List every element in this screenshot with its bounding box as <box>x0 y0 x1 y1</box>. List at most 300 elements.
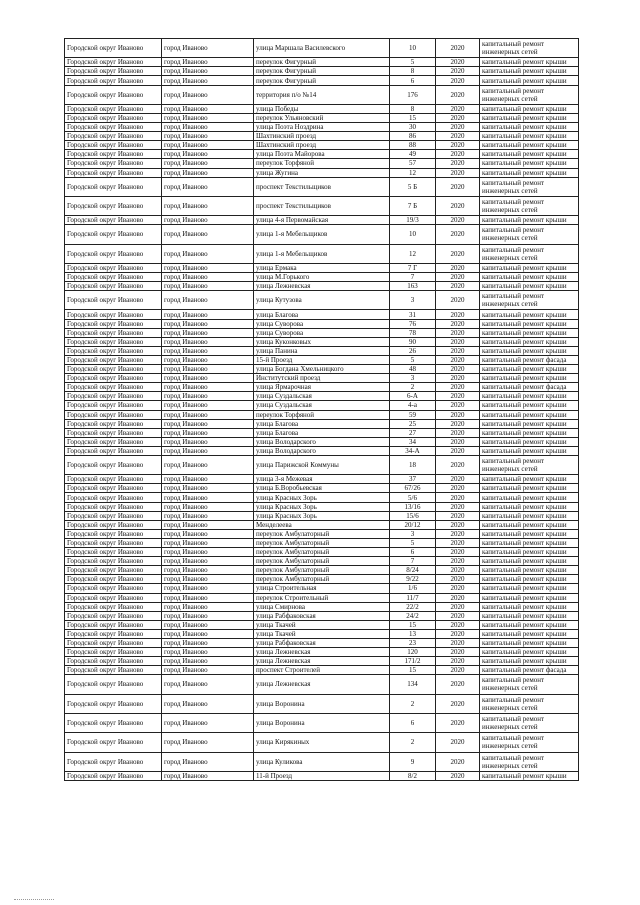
year-cell: 2020 <box>436 566 480 575</box>
work-type-cell: капитальный ремонт крыши <box>480 437 579 446</box>
street-cell: улица Лежневская <box>254 282 390 291</box>
house-number-cell: 176 <box>390 85 436 104</box>
year-cell: 2020 <box>436 392 480 401</box>
street-cell: 11-й Проезд <box>254 771 390 780</box>
work-type-cell: капитальный ремонт крыши <box>480 602 579 611</box>
year-cell: 2020 <box>436 629 480 638</box>
house-number-cell: 7 <box>390 273 436 282</box>
house-number-cell: 12 <box>390 244 436 263</box>
year-cell: 2020 <box>436 771 480 780</box>
street-cell: переулок Ульяновский <box>254 113 390 122</box>
work-type-cell: капитальный ремонт крыши <box>480 132 579 141</box>
year-cell: 2020 <box>436 666 480 675</box>
settlement-cell: город Иваново <box>162 401 254 410</box>
municipality-cell: Городской округ Иваново <box>65 263 162 272</box>
table-row <box>65 150 579 159</box>
year-cell: 2020 <box>436 225 480 244</box>
municipality-cell: Городской округ Иваново <box>65 282 162 291</box>
table-row <box>65 520 579 529</box>
street-cell: улица Панина <box>254 346 390 355</box>
street-cell: улица Благова <box>254 419 390 428</box>
house-number-cell: 7 <box>390 557 436 566</box>
house-number-cell: 15 <box>390 620 436 629</box>
municipality-cell: Городской округ Иваново <box>65 141 162 150</box>
work-type-cell: капитальный ремонт крыши <box>480 548 579 557</box>
work-type-cell: капитальный ремонт крыши <box>480 620 579 629</box>
street-cell: 15-й Проезд <box>254 355 390 364</box>
municipality-cell: Городской округ Иваново <box>65 648 162 657</box>
house-number-cell: 134 <box>390 675 436 694</box>
municipality-cell: Городской округ Иваново <box>65 437 162 446</box>
municipality-cell: Городской округ Иваново <box>65 132 162 141</box>
house-number-cell: 57 <box>390 159 436 168</box>
municipality-cell: Городской округ Иваново <box>65 310 162 319</box>
street-cell: переулок Фигурный <box>254 76 390 85</box>
municipality-cell: Городской округ Иваново <box>65 620 162 629</box>
street-cell: переулок Амбулаторный <box>254 566 390 575</box>
municipality-cell: Городской округ Иваново <box>65 493 162 502</box>
table-row <box>65 168 579 177</box>
year-cell: 2020 <box>436 538 480 547</box>
work-type-cell: капитальный ремонт крыши <box>480 67 579 76</box>
table-row <box>65 282 579 291</box>
house-number-cell: 5 Б <box>390 177 436 196</box>
year-cell: 2020 <box>436 168 480 177</box>
street-cell: переулок Амбулаторный <box>254 575 390 584</box>
table-row <box>65 694 579 713</box>
work-type-cell: капитальный ремонт инженерных сетей <box>480 713 579 732</box>
house-number-cell: 8/2 <box>390 771 436 780</box>
table-row <box>65 374 579 383</box>
year-cell: 2020 <box>436 104 480 113</box>
footer-mark <box>14 899 54 901</box>
settlement-cell: город Иваново <box>162 557 254 566</box>
municipality-cell: Городской округ Иваново <box>65 419 162 428</box>
table-row <box>65 593 579 602</box>
municipality-cell: Городской округ Иваново <box>65 273 162 282</box>
street-cell: улица Богдана Хмельницкого <box>254 365 390 374</box>
street-cell: Менделеева <box>254 520 390 529</box>
street-cell: улица Володарского <box>254 446 390 455</box>
municipality-cell: Городской округ Иваново <box>65 319 162 328</box>
house-number-cell: 12 <box>390 168 436 177</box>
year-cell: 2020 <box>436 520 480 529</box>
year-cell: 2020 <box>436 752 480 771</box>
year-cell: 2020 <box>436 593 480 602</box>
house-number-cell: 2 <box>390 733 436 752</box>
street-cell: улица Ткачей <box>254 620 390 629</box>
street-cell: переулок Амбулаторный <box>254 529 390 538</box>
settlement-cell: город Иваново <box>162 410 254 419</box>
year-cell: 2020 <box>436 319 480 328</box>
work-type-cell: капитальный ремонт крыши <box>480 310 579 319</box>
house-number-cell: 7 Г <box>390 263 436 272</box>
street-cell: улица Суздальская <box>254 392 390 401</box>
settlement-cell: город Иваново <box>162 244 254 263</box>
street-cell: улица Суворова <box>254 319 390 328</box>
settlement-cell: город Иваново <box>162 629 254 638</box>
year-cell: 2020 <box>436 374 480 383</box>
work-type-cell: капитальный ремонт крыши <box>480 374 579 383</box>
year-cell: 2020 <box>436 159 480 168</box>
settlement-cell: город Иваново <box>162 85 254 104</box>
work-type-cell: капитальный ремонт крыши <box>480 428 579 437</box>
municipality-cell: Городской округ Иваново <box>65 511 162 520</box>
table-row <box>65 529 579 538</box>
table-row <box>65 177 579 196</box>
table-row <box>65 263 579 272</box>
street-cell: улица Поэта Майорова <box>254 150 390 159</box>
work-type-cell: капитальный ремонт крыши <box>480 511 579 520</box>
street-cell: переулок Торфяной <box>254 410 390 419</box>
street-cell: улица 4-я Первомайская <box>254 216 390 225</box>
street-cell: улица Благова <box>254 310 390 319</box>
house-number-cell: 13/16 <box>390 502 436 511</box>
work-type-cell: капитальный ремонт крыши <box>480 657 579 666</box>
street-cell: улица Рабфаковская <box>254 638 390 647</box>
house-number-cell: 30 <box>390 123 436 132</box>
house-number-cell: 48 <box>390 365 436 374</box>
year-cell: 2020 <box>436 584 480 593</box>
table-row <box>65 159 579 168</box>
settlement-cell: город Иваново <box>162 648 254 657</box>
table-row <box>65 584 579 593</box>
table-row <box>65 319 579 328</box>
repair-schedule-table <box>64 38 579 781</box>
work-type-cell: капитальный ремонт крыши <box>480 273 579 282</box>
table-row <box>65 85 579 104</box>
year-cell: 2020 <box>436 428 480 437</box>
settlement-cell: город Иваново <box>162 319 254 328</box>
year-cell: 2020 <box>436 733 480 752</box>
table-row <box>65 410 579 419</box>
street-cell: проспект Строителей <box>254 666 390 675</box>
work-type-cell: капитальный ремонт крыши <box>480 365 579 374</box>
table-row <box>65 58 579 67</box>
year-cell: 2020 <box>436 67 480 76</box>
table-row <box>65 428 579 437</box>
house-number-cell: 6 <box>390 548 436 557</box>
table-row <box>65 675 579 694</box>
table-row <box>65 291 579 310</box>
house-number-cell: 8 <box>390 67 436 76</box>
settlement-cell: город Иваново <box>162 593 254 602</box>
house-number-cell: 1/6 <box>390 584 436 593</box>
work-type-cell: капитальный ремонт крыши <box>480 771 579 780</box>
street-cell: переулок Амбулаторный <box>254 557 390 566</box>
table-row <box>65 141 579 150</box>
street-cell: улица Куконковых <box>254 337 390 346</box>
municipality-cell: Городской округ Иваново <box>65 216 162 225</box>
municipality-cell: Городской округ Иваново <box>65 39 162 58</box>
settlement-cell: город Иваново <box>162 263 254 272</box>
work-type-cell: капитальный ремонт фасада <box>480 666 579 675</box>
house-number-cell: 26 <box>390 346 436 355</box>
settlement-cell: город Иваново <box>162 733 254 752</box>
municipality-cell: Городской округ Иваново <box>65 177 162 196</box>
house-number-cell: 67/26 <box>390 484 436 493</box>
settlement-cell: город Иваново <box>162 694 254 713</box>
work-type-cell: капитальный ремонт крыши <box>480 529 579 538</box>
municipality-cell: Городской округ Иваново <box>65 196 162 215</box>
settlement-cell: город Иваново <box>162 291 254 310</box>
table-row <box>65 502 579 511</box>
settlement-cell: город Иваново <box>162 123 254 132</box>
year-cell: 2020 <box>436 475 480 484</box>
street-cell: улица М.Горького <box>254 273 390 282</box>
municipality-cell: Городской округ Иваново <box>65 244 162 263</box>
municipality-cell: Городской округ Иваново <box>65 401 162 410</box>
year-cell: 2020 <box>436 446 480 455</box>
table-row <box>65 113 579 122</box>
settlement-cell: город Иваново <box>162 529 254 538</box>
settlement-cell: город Иваново <box>162 39 254 58</box>
settlement-cell: город Иваново <box>162 575 254 584</box>
municipality-cell: Городской округ Иваново <box>65 355 162 364</box>
settlement-cell: город Иваново <box>162 620 254 629</box>
year-cell: 2020 <box>436 602 480 611</box>
table-row <box>65 548 579 557</box>
table-row <box>65 446 579 455</box>
work-type-cell: капитальный ремонт крыши <box>480 392 579 401</box>
house-number-cell: 19/3 <box>390 216 436 225</box>
year-cell: 2020 <box>436 141 480 150</box>
street-cell: переулок Амбулаторный <box>254 548 390 557</box>
work-type-cell: капитальный ремонт крыши <box>480 123 579 132</box>
street-cell: улица Кирякиных <box>254 733 390 752</box>
settlement-cell: город Иваново <box>162 328 254 337</box>
year-cell: 2020 <box>436 557 480 566</box>
table-row <box>65 346 579 355</box>
work-type-cell: капитальный ремонт крыши <box>480 263 579 272</box>
house-number-cell: 6 <box>390 713 436 732</box>
year-cell: 2020 <box>436 410 480 419</box>
year-cell: 2020 <box>436 328 480 337</box>
year-cell: 2020 <box>436 455 480 474</box>
work-type-cell: капитальный ремонт крыши <box>480 337 579 346</box>
year-cell: 2020 <box>436 365 480 374</box>
year-cell: 2020 <box>436 401 480 410</box>
work-type-cell: капитальный ремонт крыши <box>480 557 579 566</box>
settlement-cell: город Иваново <box>162 752 254 771</box>
settlement-cell: город Иваново <box>162 538 254 547</box>
year-cell: 2020 <box>436 611 480 620</box>
table-row <box>65 355 579 364</box>
settlement-cell: город Иваново <box>162 141 254 150</box>
year-cell: 2020 <box>436 529 480 538</box>
work-type-cell: капитальный ремонт инженерных сетей <box>480 225 579 244</box>
work-type-cell: капитальный ремонт крыши <box>480 593 579 602</box>
table-row <box>65 337 579 346</box>
house-number-cell: 6 <box>390 76 436 85</box>
settlement-cell: город Иваново <box>162 67 254 76</box>
street-cell: улица Парижской Коммуны <box>254 455 390 474</box>
year-cell: 2020 <box>436 291 480 310</box>
work-type-cell: капитальный ремонт крыши <box>480 419 579 428</box>
house-number-cell: 49 <box>390 150 436 159</box>
house-number-cell: 23 <box>390 638 436 647</box>
municipality-cell: Городской округ Иваново <box>65 337 162 346</box>
municipality-cell: Городской округ Иваново <box>65 484 162 493</box>
table-row <box>65 455 579 474</box>
settlement-cell: город Иваново <box>162 713 254 732</box>
year-cell: 2020 <box>436 337 480 346</box>
street-cell: улица Строительная <box>254 584 390 593</box>
municipality-cell: Городской округ Иваново <box>65 638 162 647</box>
street-cell: улица Суворова <box>254 328 390 337</box>
municipality-cell: Городской округ Иваново <box>65 67 162 76</box>
table-row <box>65 383 579 392</box>
street-cell: улица Маршала Василевского <box>254 39 390 58</box>
table-row <box>65 196 579 215</box>
year-cell: 2020 <box>436 548 480 557</box>
table-row <box>65 538 579 547</box>
table-row <box>65 123 579 132</box>
street-cell: улица Лежневская <box>254 648 390 657</box>
street-cell: территория п/о №14 <box>254 85 390 104</box>
year-cell: 2020 <box>436 437 480 446</box>
municipality-cell: Городской округ Иваново <box>65 611 162 620</box>
year-cell: 2020 <box>436 694 480 713</box>
street-cell: улица Поэта Ноздрина <box>254 123 390 132</box>
work-type-cell: капитальный ремонт крыши <box>480 346 579 355</box>
municipality-cell: Городской округ Иваново <box>65 713 162 732</box>
settlement-cell: город Иваново <box>162 657 254 666</box>
work-type-cell: капитальный ремонт инженерных сетей <box>480 694 579 713</box>
work-type-cell: капитальный ремонт инженерных сетей <box>480 455 579 474</box>
work-type-cell: капитальный ремонт крыши <box>480 502 579 511</box>
table-row <box>65 225 579 244</box>
street-cell: улица Смирнова <box>254 602 390 611</box>
year-cell: 2020 <box>436 85 480 104</box>
work-type-cell: капитальный ремонт инженерных сетей <box>480 177 579 196</box>
work-type-cell: капитальный ремонт крыши <box>480 410 579 419</box>
work-type-cell: капитальный ремонт крыши <box>480 328 579 337</box>
table-row <box>65 752 579 771</box>
table-row <box>65 328 579 337</box>
street-cell: Шахтинский проезд <box>254 141 390 150</box>
work-type-cell: капитальный ремонт инженерных сетей <box>480 196 579 215</box>
municipality-cell: Городской округ Иваново <box>65 58 162 67</box>
table-row <box>65 733 579 752</box>
house-number-cell: 27 <box>390 428 436 437</box>
work-type-cell: капитальный ремонт крыши <box>480 159 579 168</box>
settlement-cell: город Иваново <box>162 666 254 675</box>
house-number-cell: 5 <box>390 58 436 67</box>
street-cell: улица Жугина <box>254 168 390 177</box>
municipality-cell: Городской округ Иваново <box>65 694 162 713</box>
street-cell: улица Рабфаковская <box>254 611 390 620</box>
house-number-cell: 5/6 <box>390 493 436 502</box>
year-cell: 2020 <box>436 123 480 132</box>
street-cell: улица Суздальская <box>254 401 390 410</box>
year-cell: 2020 <box>436 511 480 520</box>
settlement-cell: город Иваново <box>162 493 254 502</box>
municipality-cell: Городской округ Иваново <box>65 666 162 675</box>
work-type-cell: капитальный ремонт крыши <box>480 446 579 455</box>
municipality-cell: Городской округ Иваново <box>65 548 162 557</box>
municipality-cell: Городской округ Иваново <box>65 529 162 538</box>
house-number-cell: 15 <box>390 666 436 675</box>
street-cell: проспект Текстильщиков <box>254 196 390 215</box>
house-number-cell: 120 <box>390 648 436 657</box>
street-cell: улица Кутузова <box>254 291 390 310</box>
settlement-cell: город Иваново <box>162 310 254 319</box>
table-row <box>65 310 579 319</box>
year-cell: 2020 <box>436 575 480 584</box>
municipality-cell: Городской округ Иваново <box>65 575 162 584</box>
street-cell: улица Воронина <box>254 713 390 732</box>
settlement-cell: город Иваново <box>162 771 254 780</box>
year-cell: 2020 <box>436 713 480 732</box>
year-cell: 2020 <box>436 383 480 392</box>
house-number-cell: 3 <box>390 291 436 310</box>
settlement-cell: город Иваново <box>162 177 254 196</box>
municipality-cell: Городской округ Иваново <box>65 629 162 638</box>
house-number-cell: 22/2 <box>390 602 436 611</box>
work-type-cell: капитальный ремонт крыши <box>480 648 579 657</box>
table-row <box>65 620 579 629</box>
street-cell: улица Ткачей <box>254 629 390 638</box>
street-cell: улица Победы <box>254 104 390 113</box>
house-number-cell: 78 <box>390 328 436 337</box>
house-number-cell: 4-а <box>390 401 436 410</box>
municipality-cell: Городской округ Иваново <box>65 159 162 168</box>
municipality-cell: Городской округ Иваново <box>65 538 162 547</box>
settlement-cell: город Иваново <box>162 273 254 282</box>
work-type-cell: капитальный ремонт крыши <box>480 76 579 85</box>
table-row <box>65 713 579 732</box>
house-number-cell: 5 <box>390 355 436 364</box>
work-type-cell: капитальный ремонт крыши <box>480 401 579 410</box>
table-row <box>65 648 579 657</box>
house-number-cell: 88 <box>390 141 436 150</box>
house-number-cell: 7 Б <box>390 196 436 215</box>
work-type-cell: капитальный ремонт инженерных сетей <box>480 675 579 694</box>
year-cell: 2020 <box>436 648 480 657</box>
house-number-cell: 3 <box>390 374 436 383</box>
work-type-cell: капитальный ремонт крыши <box>480 216 579 225</box>
work-type-cell: капитальный ремонт крыши <box>480 611 579 620</box>
table-row <box>65 39 579 58</box>
municipality-cell: Городской округ Иваново <box>65 657 162 666</box>
year-cell: 2020 <box>436 150 480 159</box>
house-number-cell: 8/24 <box>390 566 436 575</box>
house-number-cell: 59 <box>390 410 436 419</box>
street-cell: улица 1-я Мебельщиков <box>254 244 390 263</box>
house-number-cell: 8 <box>390 104 436 113</box>
house-number-cell: 34 <box>390 437 436 446</box>
municipality-cell: Городской округ Иваново <box>65 502 162 511</box>
street-cell: улица Ярмарочная <box>254 383 390 392</box>
work-type-cell: капитальный ремонт крыши <box>480 493 579 502</box>
house-number-cell: 76 <box>390 319 436 328</box>
settlement-cell: город Иваново <box>162 337 254 346</box>
settlement-cell: город Иваново <box>162 76 254 85</box>
street-cell: улица Воронина <box>254 694 390 713</box>
house-number-cell: 2 <box>390 383 436 392</box>
year-cell: 2020 <box>436 39 480 58</box>
street-cell: Институтский проезд <box>254 374 390 383</box>
municipality-cell: Городской округ Иваново <box>65 76 162 85</box>
year-cell: 2020 <box>436 263 480 272</box>
house-number-cell: 20/12 <box>390 520 436 529</box>
street-cell: переулок Фигурный <box>254 67 390 76</box>
settlement-cell: город Иваново <box>162 484 254 493</box>
settlement-cell: город Иваново <box>162 150 254 159</box>
settlement-cell: город Иваново <box>162 475 254 484</box>
work-type-cell: капитальный ремонт крыши <box>480 638 579 647</box>
